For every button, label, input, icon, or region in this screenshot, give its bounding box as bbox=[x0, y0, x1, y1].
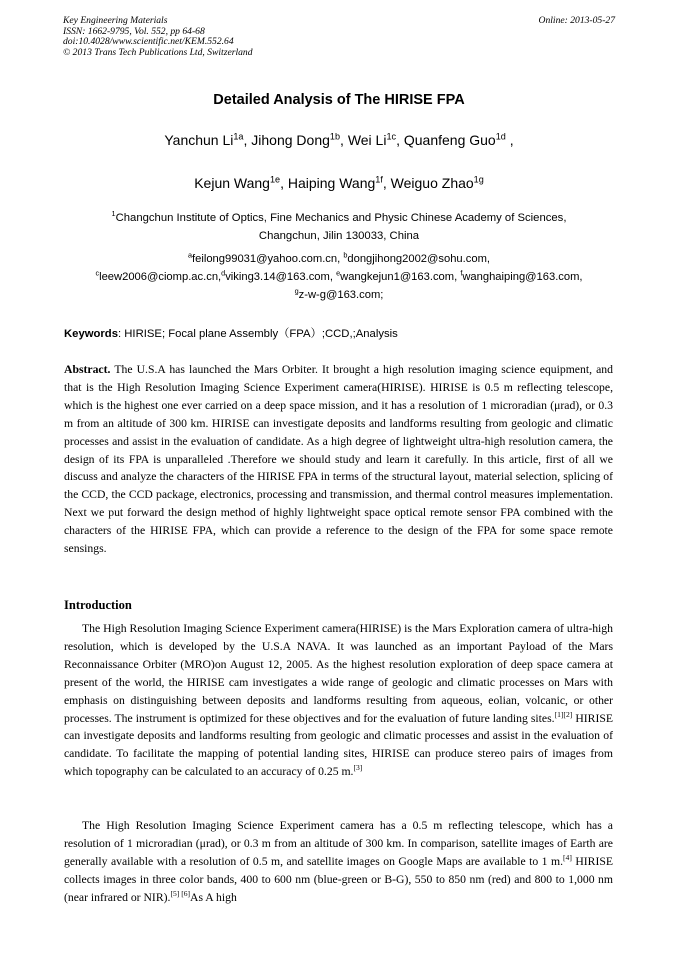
citation: [5] [6] bbox=[170, 888, 191, 898]
author-sep: , bbox=[340, 132, 348, 148]
affiliation-sup: 1 bbox=[111, 209, 116, 219]
doi-line: doi:10.4028/www.scientific.net/KEM.552.64 bbox=[63, 36, 234, 47]
intro-paragraph-2 bbox=[64, 817, 613, 907]
email: leew2006@ciomp.ac.cn, bbox=[99, 271, 222, 283]
copyright-line: © 2013 Trans Tech Publications Ltd, Switzerland bbox=[63, 46, 253, 58]
email-sup: b bbox=[343, 250, 348, 260]
author-sup: 1b bbox=[329, 131, 341, 142]
email: wanghaiping@163.com, bbox=[462, 271, 583, 283]
email-sup: a bbox=[187, 250, 193, 260]
journal-header bbox=[63, 16, 253, 58]
citation: [4] bbox=[563, 852, 572, 862]
author-sep: , bbox=[505, 132, 514, 148]
email-sup: d bbox=[221, 268, 226, 278]
paragraph-text: HIRISE collects images in three color bands, 400 to 600 nm (blue-green or B-G), 550 to 850 nm (red) and 800 to 1,000 nm (near infrared or NIR). bbox=[64, 854, 613, 904]
paragraph-text: As A high bbox=[190, 890, 237, 904]
author: Jihong Dong bbox=[251, 132, 330, 148]
intro-paragraph-1 bbox=[64, 620, 613, 781]
paragraph-text: The High Resolution Imaging Science Experiment camera(HIRISE) is the Mars Exploration camera of ultra-high resolution, which is developed by the U.S.A NAVA. It was launched as an important Payload of the Mars Reconnaissance Orbiter (MRO)on August 12, 2005. As the highest resolution exploration of deep space camera at present of the world, the HIRISE cam investigates a wide range of geologic and climatic processes on Mars with emphasis on distinguishing between deposits and landforms resulting from aqueous, eolian, volcanic, or other processes. The instrument is optimized for these objectives and for the evaluation of future landing sites. bbox=[64, 622, 613, 725]
paragraph-text: HIRISE can investigate deposits and landforms resulting from geologic and climatic processes and assist in the evaluation of candidate. To facilitate the mapping of potential landing sites, HIRISE can produce stereo pairs of images from which topography can be calculated to an accuracy of 0.25 m. bbox=[64, 711, 613, 779]
author-sep: , bbox=[396, 132, 404, 148]
issn-line: ISSN: 1662-9795, Vol. 552, pp 64-68 bbox=[63, 25, 205, 37]
introduction-heading: Introduction bbox=[64, 598, 132, 612]
paper-title: Detailed Analysis of The HIRISE FPA bbox=[213, 92, 465, 108]
keywords-text: : HIRISE; Focal plane Assembly（FPA）;CCD,;Analysis bbox=[118, 328, 398, 340]
citation: [3] bbox=[353, 763, 363, 773]
email: wangkejun1@163.com, bbox=[340, 271, 461, 283]
authors-line-1 bbox=[0, 132, 678, 148]
abstract-label: Abstract. bbox=[64, 363, 111, 376]
author: Haiping Wang bbox=[287, 175, 376, 191]
journal-name: Key Engineering Materials bbox=[63, 15, 168, 26]
author: Weiguo Zhao bbox=[390, 175, 474, 191]
affiliation-text: Changchun Institute of Optics, Fine Mechanics and Physic Chinese Academy of Sciences, bbox=[115, 212, 567, 224]
email-block bbox=[50, 250, 628, 304]
author-sep: , bbox=[243, 132, 252, 148]
authors-line-2 bbox=[0, 175, 678, 191]
author-sep: , bbox=[382, 175, 391, 191]
author-sup: 1f bbox=[375, 174, 383, 185]
email-sup: f bbox=[460, 268, 463, 278]
abstract bbox=[64, 361, 613, 558]
author-sup: 1d bbox=[495, 131, 506, 142]
author: Yanchun Li bbox=[164, 132, 234, 148]
email-line-3 bbox=[50, 286, 628, 304]
author: Quanfeng Guo bbox=[403, 132, 496, 148]
author-sup: 1g bbox=[473, 174, 484, 185]
email: viking3.14@163.com, bbox=[225, 271, 337, 283]
email: feilong99031@yahoo.com.cn, bbox=[192, 253, 344, 265]
online-date: Online: 2013-05-27 bbox=[538, 15, 615, 26]
email-sup: e bbox=[336, 268, 341, 278]
email: z-w-g@163.com; bbox=[298, 289, 384, 301]
author-sup: 1e bbox=[269, 174, 281, 185]
email-line-1 bbox=[50, 250, 628, 268]
citation: [1][2] bbox=[554, 709, 573, 719]
email-sup: g bbox=[294, 286, 299, 296]
keywords bbox=[64, 325, 624, 341]
author-sup: 1c bbox=[386, 131, 397, 142]
affiliation bbox=[70, 209, 608, 245]
email: dongjihong2002@sohu.com, bbox=[347, 253, 490, 265]
author: Kejun Wang bbox=[194, 175, 270, 191]
abstract-text: The U.S.A has launched the Mars Orbiter. It brought a high resolution imaging science equipment, and that is the High Resolution Imaging Science Experiment camera(HIRISE). HIRISE is 0.5 m reflecting telescope, which is the highest one ever carried on a deep space mission, and it has a resolution of 1 microradian (μrad), or 0.3 m from an altitude of 300 km. HIRISE can investigate deposits and landforms resulting from geologic and climatic processes and assist in the evaluation of candidate. As a high degree of lightweight ultra-high resolution camera, the design of its FPA is unparalleled .Therefore we should study and learn it carefully. In this article, first of all we discuss and analyze the characters of the HIRISE FPA in terms of the structural layout, material selection, splicing of the CCD, the CCD package, electronics, processing and transmission, and thermal control measures implementation. Next we put forward the design method of highly lightweight space optical remote sensor FPA combined with the characters of the HIRISE FPA, which can provide a reference to the design of the FPA for some space remote sensings. bbox=[64, 363, 613, 556]
author-sup: 1a bbox=[233, 131, 244, 142]
paragraph-text: The High Resolution Imaging Science Experiment camera has a 0.5 m reflecting telescope, which has a resolution of 1 microradian (μrad), or 0.3 m from an altitude of 300 km. In comparison, satellite images of Earth are generally available with a resolution of 0.5 m, and satellite images on Google Maps are available to 1 m. bbox=[64, 819, 613, 868]
keywords-label: Keywords bbox=[64, 328, 118, 340]
author: Wei Li bbox=[347, 132, 387, 148]
affiliation-line-2: Changchun, Jilin 130033, China bbox=[258, 230, 420, 242]
author-sep: , bbox=[280, 175, 288, 191]
affiliation-line-1 bbox=[70, 209, 608, 227]
email-sup: c bbox=[95, 268, 100, 278]
email-line-2 bbox=[50, 268, 628, 286]
